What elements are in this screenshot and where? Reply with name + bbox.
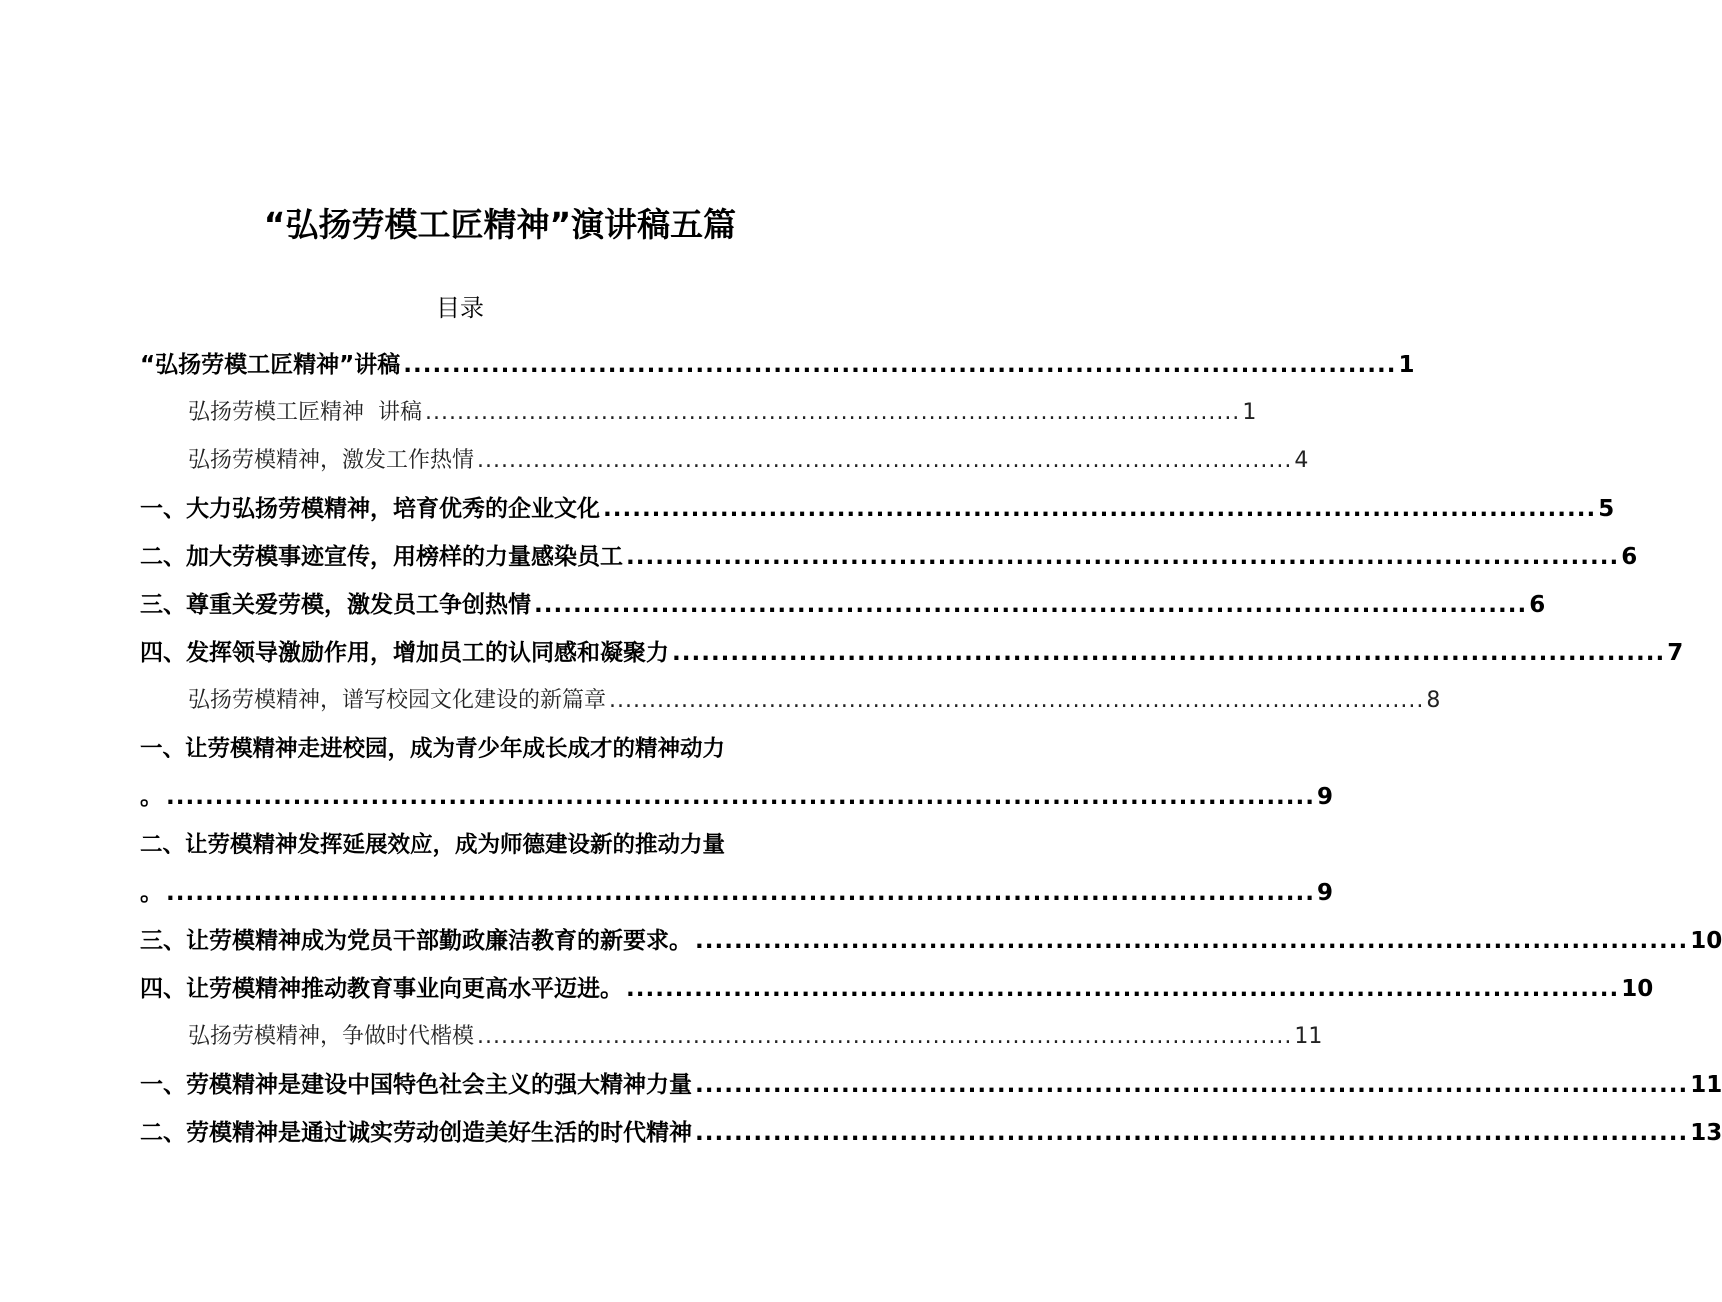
toc-entry-text: 一、让劳模精神走进校园，成为青少年成长成才的精神动力 bbox=[140, 736, 726, 762]
page-title: “弘扬劳模工匠精神”演讲稿五篇 bbox=[263, 205, 737, 244]
toc-entry[interactable] bbox=[188, 388, 1257, 428]
toc-page-number: 11 bbox=[1690, 1072, 1722, 1098]
toc-entry[interactable] bbox=[140, 724, 780, 764]
toc-entry[interactable] bbox=[140, 916, 1722, 956]
toc-page-number: 1 bbox=[1398, 352, 1415, 378]
toc-entry-text: 二、加大劳模事迹宣传，用榜样的力量感染员工 bbox=[140, 544, 623, 570]
toc-entry-text: “弘扬劳模工匠精神”讲稿 bbox=[140, 352, 401, 378]
toc-leader-dots: ...................................................................................................... bbox=[695, 928, 1689, 954]
toc-entry-continuation[interactable] bbox=[140, 868, 1334, 908]
toc-page-number: 6 bbox=[1529, 592, 1546, 618]
toc-leader-dots: ...................................................................................................... bbox=[403, 352, 1397, 378]
toc-leader-dots: ...................................................................................................... bbox=[672, 640, 1666, 666]
toc-entry-text: 。 bbox=[140, 784, 163, 810]
table-of-contents bbox=[0, 330, 1722, 1160]
toc-entry[interactable] bbox=[140, 628, 1684, 668]
toc-page-number: 13 bbox=[1690, 1120, 1722, 1146]
toc-leader-dots: ...................................................................................................... bbox=[626, 544, 1620, 570]
toc-page-number: 7 bbox=[1667, 640, 1684, 666]
toc-entry[interactable] bbox=[140, 580, 1546, 620]
toc-entry-text: 二、让劳模精神发挥延展效应，成为师德建设新的推动力量 bbox=[140, 832, 726, 858]
toc-page-number: 9 bbox=[1317, 880, 1334, 906]
toc-heading: 目录 bbox=[436, 294, 484, 322]
toc-entry-text: 一、劳模精神是建设中国特色社会主义的强大精神力量 bbox=[140, 1072, 692, 1098]
toc-page-number: 8 bbox=[1426, 688, 1441, 713]
toc-leader-dots: ...................................................................................................... bbox=[534, 592, 1528, 618]
toc-page-number: 10 bbox=[1621, 976, 1654, 1002]
toc-entry[interactable] bbox=[140, 1060, 1722, 1100]
toc-entry[interactable] bbox=[188, 436, 1309, 476]
toc-page-number: 10 bbox=[1690, 928, 1722, 954]
toc-leader-dots: ...................................................................................................... bbox=[695, 1120, 1689, 1146]
toc-leader-dots: ...................................................................................................... bbox=[425, 400, 1241, 425]
toc-entry-text: 二、劳模精神是通过诚实劳动创造美好生活的时代精神 bbox=[140, 1120, 692, 1146]
toc-leader-dots: ...................................................................................................... bbox=[695, 1072, 1689, 1098]
toc-leader-dots: ...................................................................................................... bbox=[477, 448, 1293, 473]
toc-entry[interactable] bbox=[140, 484, 1615, 524]
toc-entry[interactable] bbox=[188, 676, 1441, 716]
toc-entry-text: 一、大力弘扬劳模精神，培育优秀的企业文化 bbox=[140, 496, 600, 522]
toc-leader-dots: ...................................................................................................................... bbox=[166, 880, 1316, 906]
toc-leader-dots: ...................................................................................................... bbox=[626, 976, 1620, 1002]
toc-leader-dots: ...................................................................................................... bbox=[603, 496, 1597, 522]
toc-entry-text: 。 bbox=[140, 880, 163, 906]
toc-entry-text: 弘扬劳模精神，争做时代楷模 bbox=[188, 1024, 475, 1049]
toc-entry-text: 四、发挥领导激励作用，增加员工的认同感和凝聚力 bbox=[140, 640, 669, 666]
toc-entry-text: 四、让劳模精神推动教育事业向更高水平迈进。 bbox=[140, 976, 623, 1002]
toc-entry[interactable] bbox=[188, 1012, 1323, 1052]
toc-page-number: 6 bbox=[1621, 544, 1638, 570]
toc-page-number: 4 bbox=[1294, 448, 1309, 473]
toc-page-number: 1 bbox=[1242, 400, 1257, 425]
toc-entry-text: 弘扬劳模精神，激发工作热情 bbox=[188, 448, 475, 473]
toc-page-number: 5 bbox=[1598, 496, 1615, 522]
toc-entry[interactable] bbox=[140, 820, 780, 860]
toc-page-number: 11 bbox=[1294, 1024, 1323, 1049]
toc-entry-text: 三、尊重关爱劳模，激发员工争创热情 bbox=[140, 592, 531, 618]
toc-leader-dots: ...................................................................................................................... bbox=[166, 784, 1316, 810]
toc-leader-dots: ...................................................................................................... bbox=[609, 688, 1425, 713]
toc-leader-dots: ...................................................................................................... bbox=[477, 1024, 1293, 1049]
toc-entry[interactable] bbox=[140, 964, 1654, 1004]
toc-entry[interactable] bbox=[140, 532, 1638, 572]
toc-entry[interactable] bbox=[140, 340, 1415, 380]
toc-entry-continuation[interactable] bbox=[140, 772, 1334, 812]
toc-entry-text: 三、让劳模精神成为党员干部勤政廉洁教育的新要求。 bbox=[140, 928, 692, 954]
toc-page-number: 9 bbox=[1317, 784, 1334, 810]
toc-entry-text: 弘扬劳模工匠精神 讲稿 bbox=[188, 400, 422, 425]
toc-entry[interactable] bbox=[140, 1108, 1722, 1148]
toc-entry-text: 弘扬劳模精神，谱写校园文化建设的新篇章 bbox=[188, 688, 607, 713]
